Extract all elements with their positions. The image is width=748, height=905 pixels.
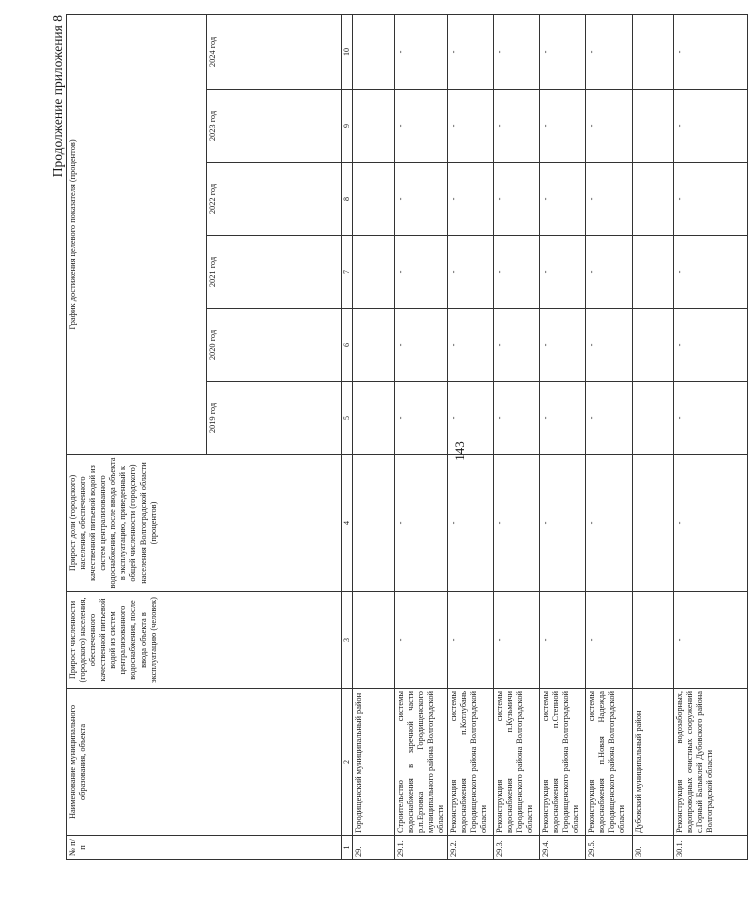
row-value [632,90,673,163]
row-value: - [447,90,493,163]
row-value: - [585,14,632,89]
header-increase-share: Прирост доли (городского) населения, обеспеченного качественной питьевой водой из систем централизованного водоснабжения, после ввода объекта в эксплуатацию, приведенный к общей численности (городского) населения Волгоградской области (процентов) [67,455,342,592]
row-value: - [585,90,632,163]
row-value: - [447,14,493,89]
row-value: - [539,382,585,455]
header-year: 2021 год [207,236,342,309]
header-schedule: График достижения целевого показателя (процентов) [67,14,207,454]
row-value: - [585,592,632,689]
row-value: - [539,592,585,689]
row-value: - [447,163,493,236]
row-value: - [493,455,539,592]
row-number: 29.3. [493,836,539,860]
row-name: Реконструкция системы водоснабжения п.Степной Городищенского района Волгоградской области [539,689,585,836]
row-name: Строительство системы водоснабжения в заречной части р.п.Ерзовка Городищенского муниципального района Волгоградской области [394,689,447,836]
row-value: - [585,163,632,236]
row-number: 30.1. [673,836,747,860]
row-value: - [585,382,632,455]
row-value: - [539,163,585,236]
row-number: 29.5. [585,836,632,860]
row-value: - [673,236,747,309]
row-number: 30. [632,836,673,860]
row-value [352,309,394,382]
row-value: - [447,382,493,455]
row-value [632,455,673,592]
row-value: - [394,90,447,163]
row-number: 29.4. [539,836,585,860]
row-number: 29.2. [447,836,493,860]
row-value: - [493,163,539,236]
header-year: 2023 год [207,90,342,163]
column-number: 8 [342,163,353,236]
header-year: 2019 год [207,382,342,455]
row-value: - [394,309,447,382]
row-value: - [493,14,539,89]
row-value: - [447,592,493,689]
row-value [352,163,394,236]
column-number: 4 [342,455,353,592]
row-number: 29.1. [394,836,447,860]
table-row [394,14,447,859]
header-year: 2024 год [207,14,342,89]
row-value: - [447,309,493,382]
row-value: - [394,592,447,689]
row-value: - [539,455,585,592]
row-value: - [539,236,585,309]
row-value: - [673,455,747,592]
header-name: Наименование муниципального образования, объекта [67,689,342,836]
continuation-label: Продолжение приложения 8 [50,15,65,178]
header-year: 2022 год [207,163,342,236]
row-value [632,163,673,236]
row-name: Дубовский муниципальный район [632,689,673,836]
row-name: Реконструкция системы водоснабжения п.Кузьмичи Городищенского района Волгоградской области [493,689,539,836]
row-value: - [673,163,747,236]
row-value [632,309,673,382]
row-name: Реконструкция водозаборных, водопроводных очистных сооружений с.Горный Балыклей Дубовского района Волгоградской области [673,689,747,836]
row-value [352,236,394,309]
column-number-row [342,14,353,859]
header-increase-people: Прирост численности (городского) населения, обеспеченного качественной питьевой водой из систем централизованного водоснабжения, после ввода объекта в эксплуатацию (человек) [67,592,342,689]
column-number: 9 [342,90,353,163]
table-row [447,14,493,859]
column-number: 7 [342,236,353,309]
row-value: - [539,90,585,163]
row-value: - [673,592,747,689]
table-row [539,14,585,859]
column-number: 10 [342,14,353,89]
row-value: - [539,14,585,89]
row-value: - [673,14,747,89]
table-row [493,14,539,859]
row-value: - [447,455,493,592]
row-name: Городищенский муниципальный район [352,689,394,836]
table-row [585,14,632,859]
column-number: 3 [342,592,353,689]
row-value: - [585,455,632,592]
row-value: - [394,163,447,236]
table-row [352,14,394,859]
header-num: № п/п [67,836,342,860]
row-value: - [673,90,747,163]
row-name: Реконструкция системы водоснабжения п.Новая Надежда Городищенского района Волгоградской области [585,689,632,836]
row-name: Реконструкция системы водоснабжения п.Котлубань Городищенского района Волгоградской области [447,689,493,836]
row-value: - [394,236,447,309]
row-value [352,90,394,163]
table-row [673,14,747,859]
row-value: - [493,90,539,163]
row-value: - [673,382,747,455]
header-row [67,14,207,859]
row-value: - [585,309,632,382]
row-value: - [394,455,447,592]
column-number: 2 [342,689,353,836]
row-number: 29. [352,836,394,860]
row-value [352,382,394,455]
column-number: 6 [342,309,353,382]
row-value: - [673,309,747,382]
row-value: - [447,236,493,309]
row-value: - [493,309,539,382]
row-value [352,14,394,89]
row-value [632,592,673,689]
row-value: - [585,236,632,309]
row-value: - [493,382,539,455]
row-value [632,236,673,309]
row-value [632,14,673,89]
row-value: - [493,592,539,689]
row-value [352,455,394,592]
row-value: - [394,14,447,89]
row-value: - [394,382,447,455]
page-number: 143 [452,441,467,461]
column-number: 5 [342,382,353,455]
column-number: 1 [342,836,353,860]
row-value: - [493,236,539,309]
indicator-table [66,14,748,860]
row-value [352,592,394,689]
table-row [632,14,673,859]
row-value: - [539,309,585,382]
header-year: 2020 год [207,309,342,382]
row-value [632,382,673,455]
